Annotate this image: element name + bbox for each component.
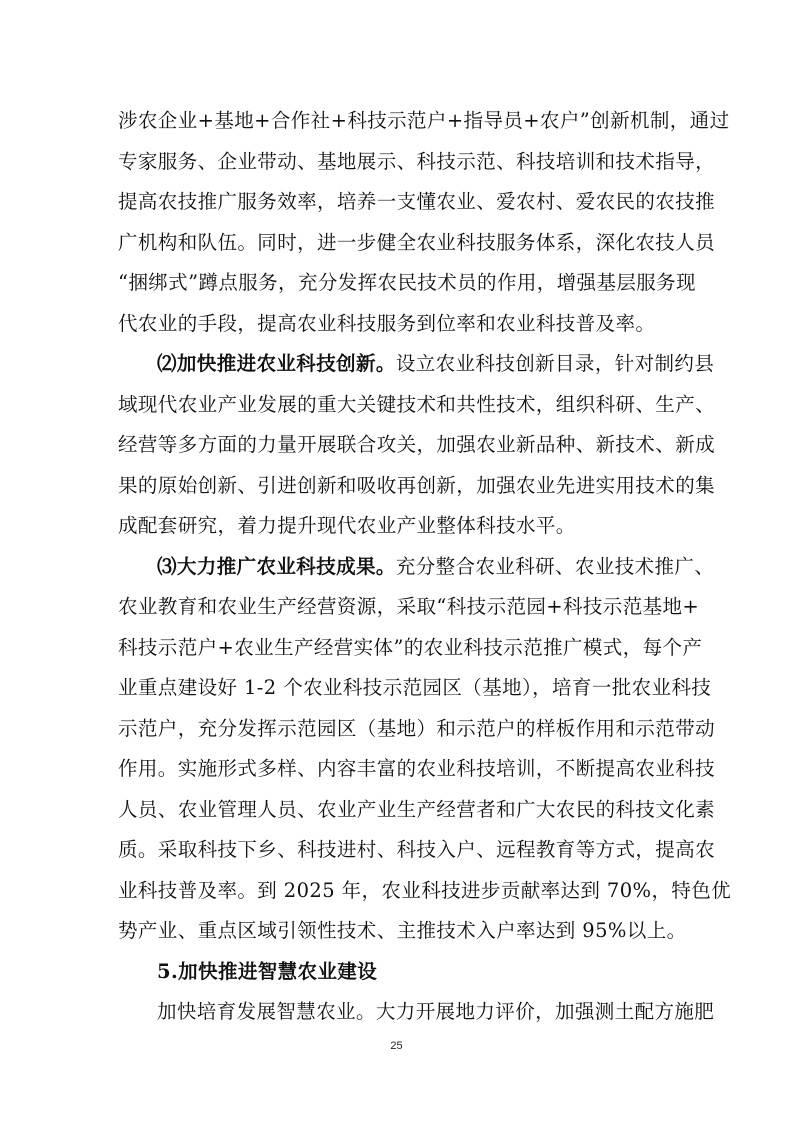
- text-line: 涉农企业+基地+合作社+科技示范户+指导员+农户”创新机制，通过: [118, 109, 730, 132]
- text-line: 专家服务、企业带动、基地展示、科技示范、科技培训和技术指导，: [118, 149, 716, 173]
- text-line: 加快培育发展智慧农业。大力开展地力评价，加强测土配方施肥: [157, 1000, 715, 1023]
- text-line: 提高农技推广服务效率，培养一支懂农业、爱农村、爱农民的农技推: [118, 190, 716, 213]
- text-line: 代农业的手段，提高农业科技服务到位率和农业科技普及率。: [118, 311, 656, 335]
- text-line: 示范户，充分发挥示范园区（基地）和示范户的样板作用和示范带动: [118, 716, 716, 740]
- text-line: 势产业、重点区域引领性技术、主推技术入户率达到 95%以上。: [118, 919, 687, 942]
- paragraph-text: 充分整合农业科研、农业技术推广、: [395, 554, 715, 578]
- paragraph-text: 设立农业科技创新目录，针对制约县: [395, 352, 715, 375]
- paragraph-title: ⑶大力推广农业科技成果。: [157, 554, 396, 578]
- text-line: 业科技普及率。到 2025 年，农业科技进步贡献率达到 70%，特色优: [118, 878, 732, 902]
- document-body: [118, 101, 732, 1033]
- paragraph-smart-agriculture: [118, 992, 715, 1033]
- text-line: [118, 344, 715, 385]
- text-line: 人员、农业管理人员、农业产业生产经营者和广大农民的科技文化素: [118, 797, 716, 821]
- text-line: 质。采取科技下乡、科技进村、科技入户、远程教育等方式，提高农: [118, 838, 716, 861]
- text-line: [118, 547, 715, 588]
- text-line: “捆绑式”蹲点服务，充分发挥农民技术员的作用，增强基层服务现: [118, 271, 696, 294]
- text-line: 经营等多方面的力量开展联合攻关，加强农业新品种、新技术、新成: [118, 433, 716, 456]
- paragraph-title: ⑵加快推进农业科技创新。: [157, 352, 396, 375]
- text-line: 域现代农业产业发展的重大关键技术和共性技术，组织科研、生产、: [118, 392, 716, 416]
- paragraph-service-mechanism: [118, 101, 730, 344]
- text-line: 农业教育和农业生产经营资源，采取“科技示范园+科技示范基地+: [118, 595, 700, 618]
- text-line: 业重点建设好 1-2 个农业科技示范园区（基地），培育一批农业科技: [118, 676, 712, 699]
- paragraph-tech-innovation: [118, 344, 716, 547]
- page-number: 25: [390, 1040, 403, 1052]
- text-line: 果的原始创新、引进创新和吸收再创新，加强农业先进实用技术的集: [118, 473, 716, 497]
- paragraph-promote-achievements: [118, 547, 732, 952]
- text-line: 科技示范户+农业生产经营实体”的农业科技示范推广模式，每个产: [118, 635, 703, 659]
- text-line: 成配套研究，着力提升现代农业产业整体科技水平。: [118, 514, 576, 537]
- section-heading: 5.加快推进智慧农业建设: [157, 959, 378, 983]
- text-line: 作用。实施形式多样、内容丰富的农业科技培训，不断提高农业科技: [118, 757, 716, 780]
- text-line: 广机构和队伍。同时，进一步健全农业科技服务体系，深化农技人员: [118, 230, 716, 254]
